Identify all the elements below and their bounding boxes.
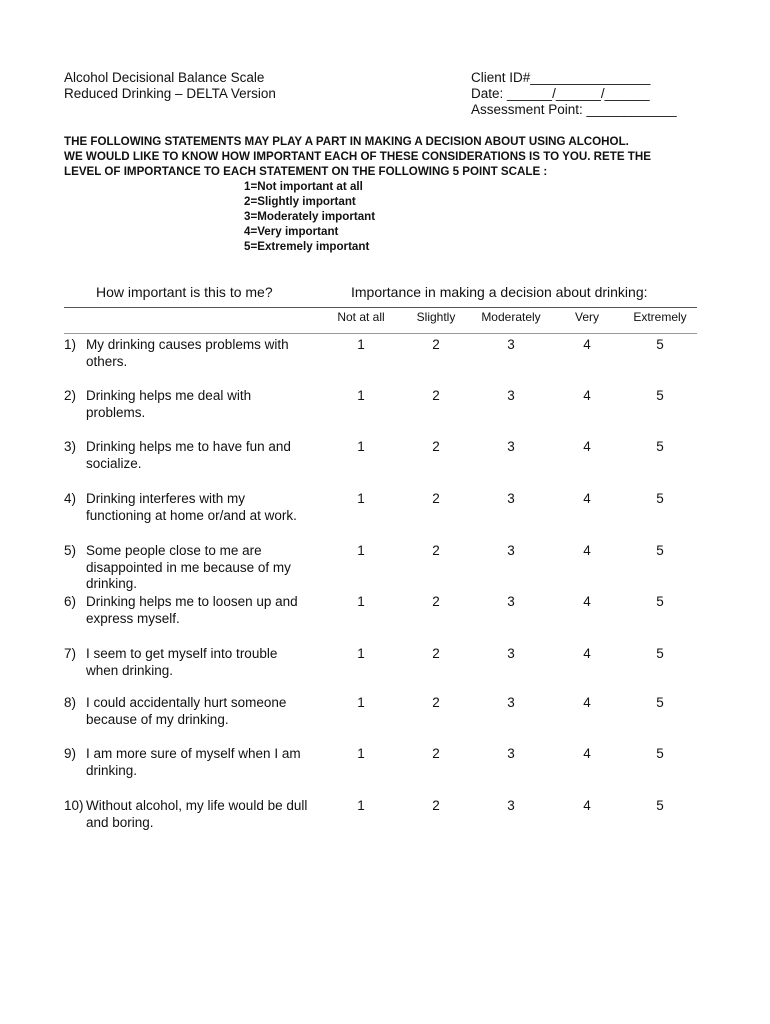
statement-number: 4): [64, 491, 77, 506]
statement-text: [86, 439, 326, 472]
rating-option-1[interactable]: 1: [357, 746, 365, 761]
statement-line: functioning at home or/and at work.: [86, 507, 297, 523]
form-subtitle: Reduced Drinking – DELTA Version: [64, 86, 276, 101]
rating-option-2[interactable]: 2: [432, 388, 440, 403]
rating-option-4[interactable]: 4: [583, 439, 591, 454]
rating-option-4[interactable]: 4: [583, 746, 591, 761]
rating-option-2[interactable]: 2: [432, 491, 440, 506]
statement-number: 9): [64, 746, 77, 761]
rating-option-1[interactable]: 1: [357, 439, 365, 454]
statement-line: drinking.: [86, 762, 138, 778]
rating-option-3[interactable]: 3: [507, 798, 515, 813]
rating-option-2[interactable]: 2: [432, 695, 440, 710]
client-id-field[interactable]: Client ID#________________: [471, 70, 651, 85]
scale-item: 1=Not important at all: [244, 180, 363, 193]
instructions-line: THE FOLLOWING STATEMENTS MAY PLAY A PART IN MAKING A DECISION ABOUT USING ALCOHOL.: [64, 135, 629, 148]
rating-option-5[interactable]: 5: [656, 695, 664, 710]
rating-option-4[interactable]: 4: [583, 695, 591, 710]
statement-row: [64, 798, 764, 838]
statement-number: 7): [64, 646, 77, 661]
statement-line: others.: [86, 353, 128, 369]
statement-row: [64, 337, 764, 377]
rating-option-2[interactable]: 2: [432, 337, 440, 352]
statement-line: Drinking helps me to have fun and: [86, 439, 291, 454]
scale-item: 3=Moderately important: [244, 210, 376, 223]
subheading-divider: [64, 333, 697, 334]
rating-option-2[interactable]: 2: [432, 543, 440, 558]
client-info-block: [471, 70, 677, 118]
rating-option-3[interactable]: 3: [507, 439, 515, 454]
statement-text: [86, 388, 326, 421]
rating-option-5[interactable]: 5: [656, 491, 664, 506]
column-label-extremely: Extremely: [633, 310, 687, 324]
rating-option-4[interactable]: 4: [583, 798, 591, 813]
statement-line: My drinking causes problems with: [86, 337, 289, 352]
statement-number: 6): [64, 594, 77, 609]
rating-option-5[interactable]: 5: [656, 594, 664, 609]
statement-number: 1): [64, 337, 77, 352]
rating-option-5[interactable]: 5: [656, 798, 664, 813]
statement-line: socialize.: [86, 455, 142, 471]
form-title: Alcohol Decisional Balance Scale: [64, 70, 265, 85]
statement-column-heading: How important is this to me?: [96, 284, 273, 300]
statement-line: Without alcohol, my life would be dull: [86, 798, 308, 813]
column-label-slightly: Slightly: [416, 310, 456, 324]
rating-option-2[interactable]: 2: [432, 439, 440, 454]
statement-number: 5): [64, 543, 77, 558]
column-label-not-at-all: Not at all: [337, 310, 385, 324]
statement-line: Drinking helps me deal with: [86, 388, 252, 403]
statement-line: Drinking interferes with my: [86, 491, 246, 506]
rating-option-3[interactable]: 3: [507, 594, 515, 609]
statement-text: [86, 695, 326, 728]
heading-divider: [64, 307, 697, 308]
rating-option-3[interactable]: 3: [507, 646, 515, 661]
rating-option-1[interactable]: 1: [357, 491, 365, 506]
rating-option-1[interactable]: 1: [357, 798, 365, 813]
assessment-point-field[interactable]: Assessment Point: ____________: [471, 102, 677, 117]
statement-number: 3): [64, 439, 77, 454]
statement-text: [86, 594, 326, 627]
rating-option-2[interactable]: 2: [432, 646, 440, 661]
statement-text: [86, 646, 326, 679]
statement-number: 8): [64, 695, 77, 710]
rating-option-2[interactable]: 2: [432, 746, 440, 761]
rating-option-3[interactable]: 3: [507, 746, 515, 761]
rating-option-3[interactable]: 3: [507, 695, 515, 710]
statement-line: and boring.: [86, 814, 154, 830]
statement-line: I am more sure of myself when I am: [86, 746, 301, 761]
statement-text: [86, 491, 326, 524]
statement-row: [64, 594, 764, 634]
column-label-very: Very: [574, 310, 599, 324]
statement-line: I could accidentally hurt someone: [86, 695, 287, 710]
rating-option-5[interactable]: 5: [656, 388, 664, 403]
rating-option-2[interactable]: 2: [432, 594, 440, 609]
scale-item: 2=Slightly important: [244, 195, 356, 208]
statement-row: [64, 646, 764, 686]
rating-option-1[interactable]: 1: [357, 337, 365, 352]
column-label-moderately: Moderately: [481, 310, 541, 324]
rating-option-4[interactable]: 4: [583, 594, 591, 609]
form-title-block: [64, 70, 276, 102]
rating-option-5[interactable]: 5: [656, 543, 664, 558]
statement-text: [86, 543, 326, 593]
rating-option-4[interactable]: 4: [583, 388, 591, 403]
statement-line: Drinking helps me to loosen up and: [86, 594, 298, 609]
rating-option-3[interactable]: 3: [507, 543, 515, 558]
rating-option-1[interactable]: 1: [357, 543, 365, 558]
statement-row: [64, 543, 764, 591]
statement-text: [86, 746, 326, 779]
rating-option-1[interactable]: 1: [357, 646, 365, 661]
statement-line: drinking.: [86, 576, 138, 591]
rating-scale-legend: [244, 179, 375, 254]
scale-item: 5=Extremely important: [244, 240, 370, 253]
rating-option-5[interactable]: 5: [656, 439, 664, 454]
statement-row: [64, 439, 764, 479]
statement-row: [64, 388, 764, 428]
statement-line: because of my drinking.: [86, 711, 229, 727]
rating-option-4[interactable]: 4: [583, 646, 591, 661]
rating-option-3[interactable]: 3: [507, 491, 515, 506]
rating-option-1[interactable]: 1: [357, 388, 365, 403]
rating-option-2[interactable]: 2: [432, 798, 440, 813]
statement-row: [64, 695, 764, 735]
statement-row: [64, 491, 764, 531]
rating-option-5[interactable]: 5: [656, 746, 664, 761]
rating-option-5[interactable]: 5: [656, 646, 664, 661]
instructions-line: LEVEL OF IMPORTANCE TO EACH STATEMENT ON THE FOLLOWING 5 POINT SCALE :: [64, 165, 548, 178]
date-field[interactable]: Date: ______/______/______: [471, 86, 650, 101]
statement-line: when drinking.: [86, 662, 174, 678]
statement-row: [64, 746, 764, 786]
rating-option-4[interactable]: 4: [583, 491, 591, 506]
rating-option-4[interactable]: 4: [583, 337, 591, 352]
statement-number: 2): [64, 388, 77, 403]
statement-line: Some people close to me are: [86, 543, 262, 558]
rating-option-1[interactable]: 1: [357, 594, 365, 609]
importance-column-heading: Importance in making a decision about drinking:: [351, 284, 648, 300]
statement-text: [86, 798, 326, 831]
rating-option-4[interactable]: 4: [583, 543, 591, 558]
statement-line: express myself.: [86, 610, 180, 626]
statement-line: disappointed in me because of my: [86, 559, 291, 575]
statement-number: 10): [64, 798, 84, 813]
rating-option-1[interactable]: 1: [357, 695, 365, 710]
rating-option-3[interactable]: 3: [507, 388, 515, 403]
scale-item: 4=Very important: [244, 225, 339, 238]
statement-line: I seem to get myself into trouble: [86, 646, 278, 661]
instructions-line: WE WOULD LIKE TO KNOW HOW IMPORTANT EACH OF THESE CONSIDERATIONS IS TO YOU. RETE THE: [64, 150, 651, 163]
rating-option-5[interactable]: 5: [656, 337, 664, 352]
rating-option-3[interactable]: 3: [507, 337, 515, 352]
instructions: [64, 134, 714, 179]
statement-line: problems.: [86, 404, 146, 420]
statement-text: [86, 337, 326, 370]
